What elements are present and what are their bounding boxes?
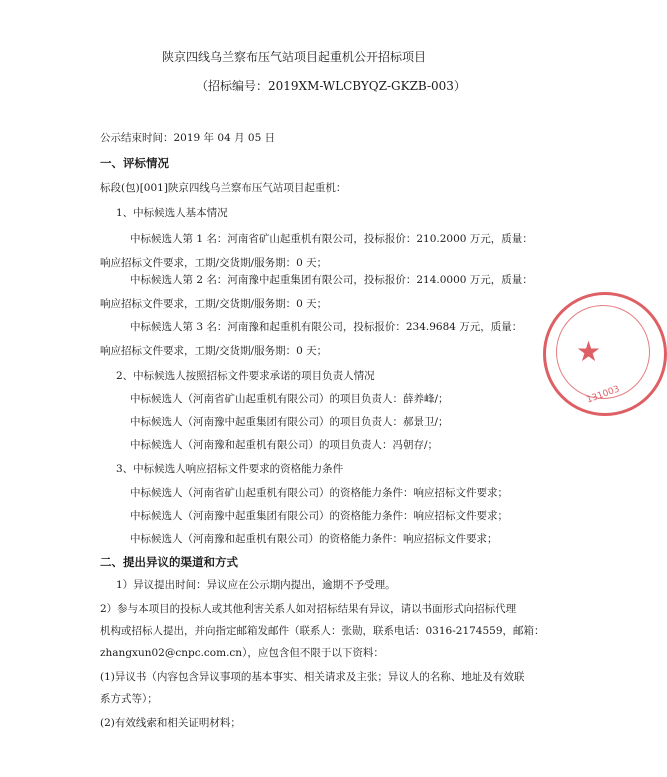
section1-heading: 一、评标情况 (100, 156, 169, 170)
seal-star-icon: ★ (576, 335, 602, 368)
candidate3-line2: 响应招标文件要求，工期/交货期/服务期：0 天； (100, 345, 328, 357)
candidate2-line1: 中标候选人第 2 名：河南豫中起重集团有限公司，投标报价：214.0000 万元，质量： (130, 274, 533, 286)
project-manager-3: 中标候选人（河南豫和起重机有限公司）的项目负责人：冯朝存/； (130, 439, 439, 451)
objection-text-line3: zhangxun02@cnpc.com.cn），应包含但不限于以下资料： (100, 647, 384, 659)
announce-end-time: 公示结束时间：2019 年 04 月 05 日 (100, 132, 276, 144)
seal-code: 131003 (585, 384, 622, 406)
objection-text-line2: 机构或招标人提出，并向指定邮箱发邮件（联系人：张勋，联系电话：0316-2174559，邮箱： (100, 625, 545, 637)
candidate1-line2: 响应招标文件要求，工期/交货期/服务期：0 天； (100, 257, 328, 269)
candidate2-line2: 响应招标文件要求，工期/交货期/服务期：0 天； (100, 298, 328, 310)
document-title: 陕京四线乌兰察布压气站项目起重机公开招标项目 (162, 50, 427, 64)
sub2-heading: 2、中标候选人按照招标文件要求承诺的项目负责人情况 (116, 370, 375, 382)
qualification-3: 中标候选人（河南豫和起重机有限公司）的资格能力条件：响应招标文件要求； (130, 533, 498, 545)
qualification-2: 中标候选人（河南豫中起重集团有限公司）的资格能力条件：响应招标文件要求； (130, 510, 508, 522)
sub3-heading: 3、中标候选人响应招标文件要求的资格能力条件 (116, 463, 344, 475)
objection-item2: (2)有效线索和相关证明材料； (100, 717, 241, 729)
candidate1-line1: 中标候选人第 1 名：河南省矿山起重机有限公司，投标报价：210.2000 万元，质量： (130, 233, 533, 245)
qualification-1: 中标候选人（河南省矿山起重机有限公司）的资格能力条件：响应招标文件要求； (130, 487, 508, 499)
objection-time: 1）异议提出时间：异议应在公示期内提出，逾期不予受理。 (116, 579, 396, 591)
objection-item1-line1: (1)异议书（内容包含异议事项的基本事实、相关请求及主张；异议人的名称、地址及有效联 (100, 671, 525, 683)
lot-line: 标段(包)[001]陕京四线乌兰察布压气站项目起重机： (100, 182, 347, 194)
bid-number: （招标编号：2019XM-WLCBYQZ-GKZB-003） (196, 79, 466, 93)
objection-text-line1: 2）参与本项目的投标人或其他利害关系人如对招标结果有异议，请以书面形式向招标代理 (100, 603, 517, 615)
seal-inner-ring (556, 305, 650, 399)
objection-item1-line2: 系方式等）； (100, 693, 158, 705)
section2-heading: 二、提出异议的渠道和方式 (100, 555, 238, 569)
company-seal (543, 292, 667, 416)
project-manager-2: 中标候选人（河南豫中起重集团有限公司）的项目负责人：郝景卫/； (130, 416, 449, 428)
sub1-heading: 1、中标候选人基本情况 (116, 207, 228, 219)
project-manager-1: 中标候选人（河南省矿山起重机有限公司）的项目负责人：薛养峰/； (130, 393, 449, 405)
candidate3-line1: 中标候选人第 3 名：河南豫和起重机有限公司，投标报价：234.9684 万元，质量： (130, 321, 523, 333)
